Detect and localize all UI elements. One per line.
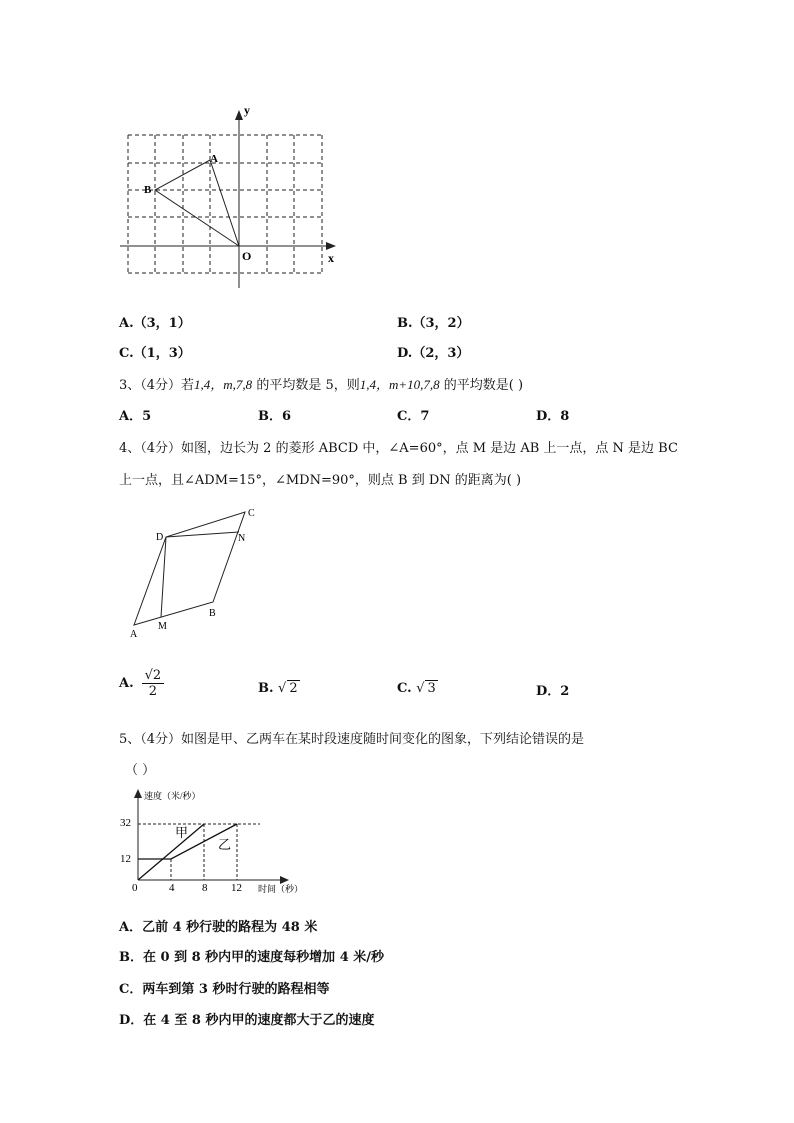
q3-suffix: 的平均数是( ) [439,378,524,393]
q4-option-d: D．2 [536,684,570,699]
q3-option-c: C．7 [397,409,430,424]
x-axis-label: x [328,251,334,265]
x-tick-4: 4 [169,882,175,894]
q2-option-b: B.（3，2） [397,316,470,331]
point-m-label: M [158,621,167,632]
y-axis-label: y [244,103,250,117]
q4-option-b-label: B. [258,681,274,696]
vertex-b-label: B [209,608,216,619]
q4-stem-line2: 上一点，且∠ADM=15°，∠MDN=90°，则点 B 到 DN 的距离为( ) [119,473,522,488]
q3-prefix: 3、（4分）若 [119,378,195,393]
q4-option-b-radicand: 2 [289,681,298,696]
q4-option-a [119,668,164,699]
sqrt-icon: √ [278,681,287,696]
series-yi-label: 乙 [218,837,232,852]
point-b-label: B [144,184,152,196]
chart-y-label: 速度（米/秒） [144,791,201,801]
coordinate-grid-figure [110,100,350,295]
x-tick-12: 12 [231,882,242,894]
q2-option-c: C.（1，3） [119,346,191,361]
x-tick-0: 0 [132,882,138,894]
chart-y-axis-arrow [134,789,142,798]
q4-option-a-fraction [142,668,165,699]
triangle-oab [155,160,239,246]
q4-option-a-numerator: √2 [142,668,165,684]
q5-stem-line2: （ ） [125,763,156,778]
point-a-label: A [210,153,218,165]
sqrt-icon: √ [416,681,425,696]
q3-set2: 1,4，m+10,7,8 [359,377,440,392]
q3-option-a: A．5 [119,409,152,424]
q2-option-d: D.（2，3） [397,346,470,361]
q4-option-c-radicand: 3 [427,681,436,696]
x-axis-arrow [326,242,336,250]
origin-label: O [242,249,252,263]
q2-option-a: A.（3，1） [119,316,191,331]
chart-x-axis-arrow [280,876,289,884]
q5-stem-line1: 5、（4分）如图是甲、乙两车在某时段速度随时间变化的图象，下列结论错误的是 [119,732,585,747]
vertex-a-label: A [130,629,138,640]
y-axis-arrow [235,110,243,120]
q5-option-d: D．在 4 至 8 秒内甲的速度都大于乙的速度 [119,1013,375,1028]
q4-option-a-denominator: 2 [148,684,158,699]
q3-stem [119,374,523,393]
segment-dn [166,532,239,537]
q4-option-c-label: C. [397,681,412,696]
point-n-label: N [238,533,246,544]
q4-option-b [258,680,300,696]
chart-x-label: 时间（秒） [258,884,304,894]
y-tick-32: 32 [120,817,131,829]
q3-set1: 1,4，m,7,8 [194,377,253,392]
q3-option-d: D．8 [536,409,570,424]
q4-option-c [397,680,438,696]
q3-option-b: B．6 [258,409,292,424]
vertex-c-label: C [248,508,255,519]
rhombus-figure [120,500,270,645]
series-jia-label: 甲 [175,825,189,840]
q4-option-a-label: A. [119,676,134,691]
x-tick-8: 8 [202,882,208,894]
y-tick-12: 12 [120,853,131,865]
q4-stem-line1: 4、（4分）如图，边长为 2 的菱形 ABCD 中，∠A=60°，点 M 是边 AB 上一点，点 N 是边 BC [119,441,678,456]
q5-option-a: A．乙前 4 秒行驶的路程为 48 米 [119,920,318,935]
rhombus-abcd [134,512,245,625]
vertex-d-label: D [156,532,164,543]
q5-option-b: B．在 0 到 8 秒内甲的速度每秒增加 4 米/秒 [119,950,385,965]
q3-mid: 的平均数是 5，则 [252,378,360,393]
speed-time-chart [115,785,330,900]
q5-option-c: C．两车到第 3 秒时行驶的路程相等 [119,982,330,997]
